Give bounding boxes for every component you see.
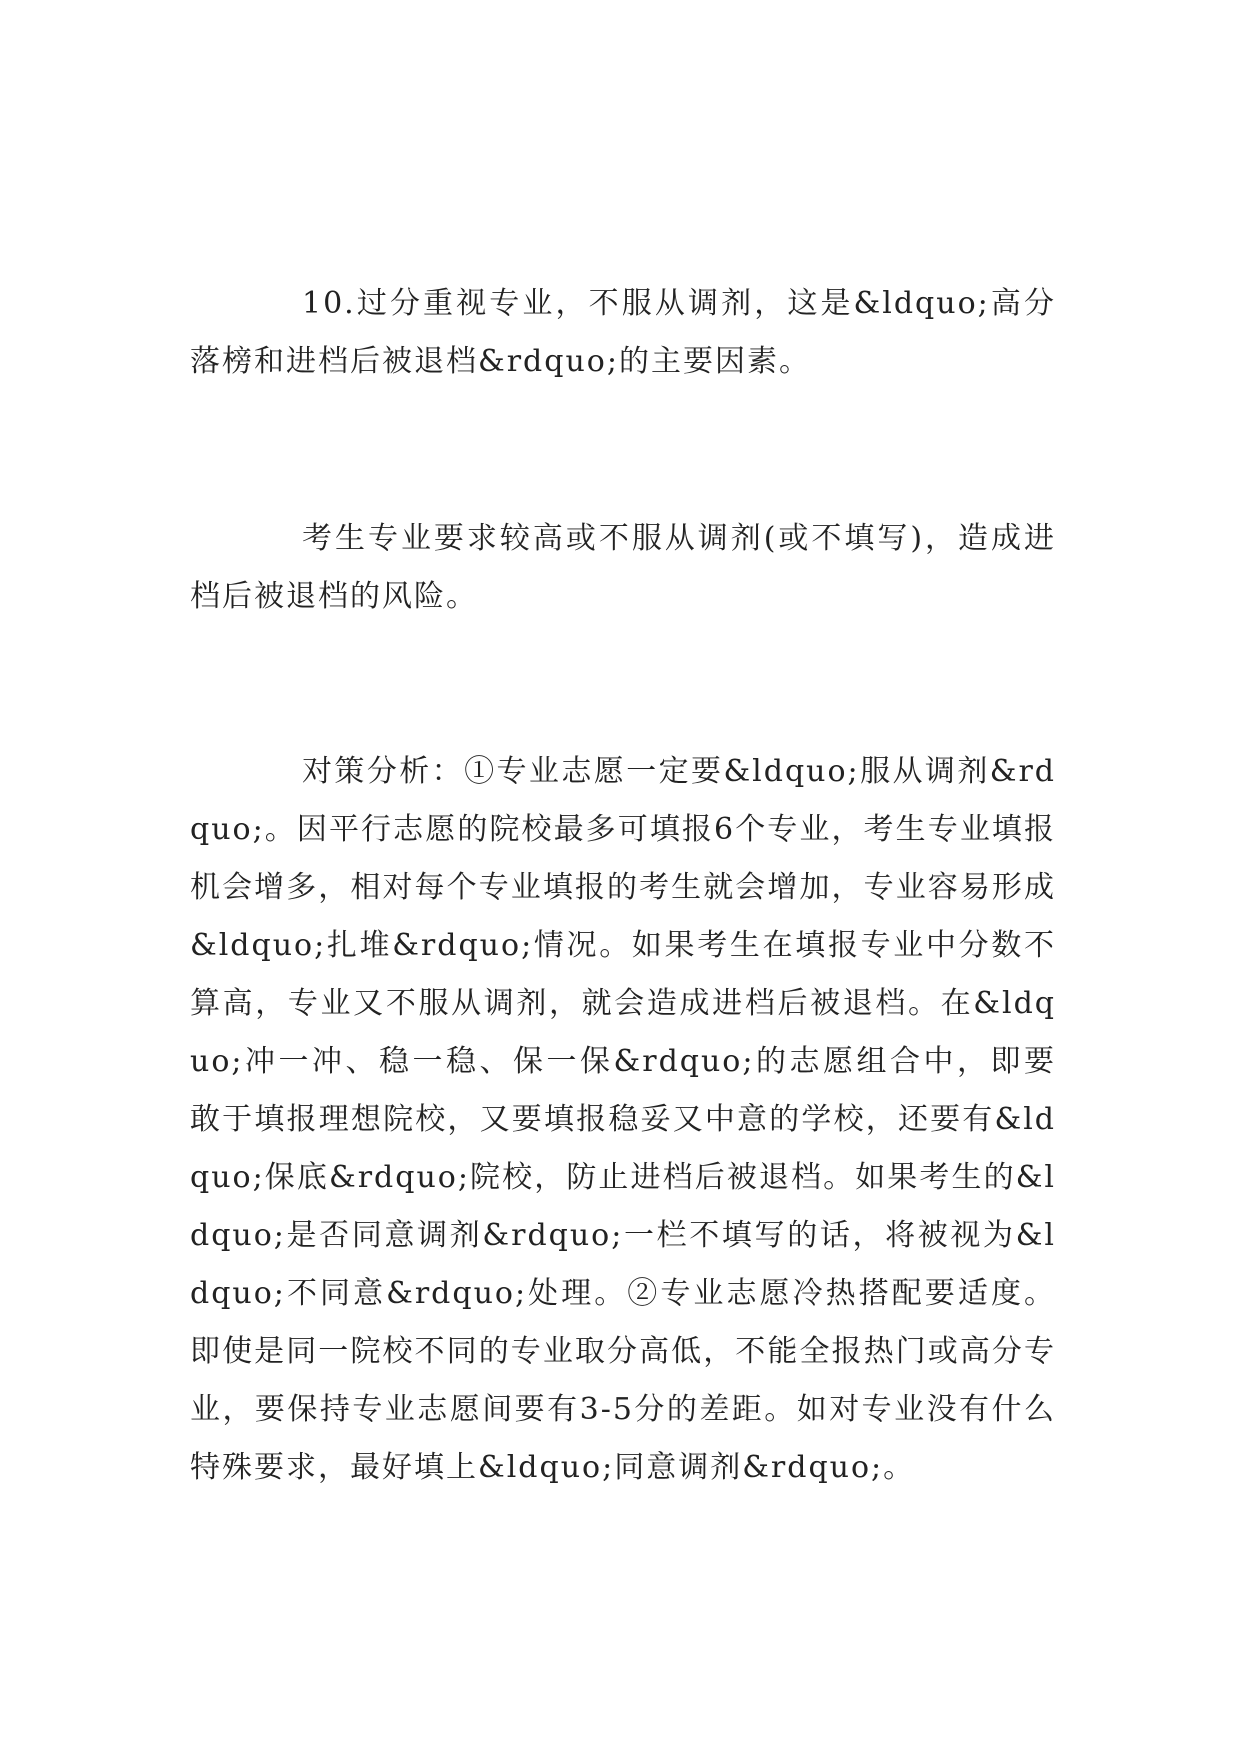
paragraph-2: 考生专业要求较高或不服从调剂(或不填写)，造成进档后被退档的风险。 [190, 521, 1056, 614]
paragraph-1: 10.过分重视专业，不服从调剂，这是&ldquo;高分落榜和进档后被退档&rdquo;的主要因素。 [190, 286, 1056, 379]
paragraph-3: 对策分析：①专业志愿一定要&ldquo;服从调剂&rdquo;。因平行志愿的院校最多可填报6个专业，考生专业填报机会增多，相对每个专业填报的考生就会增加，专业容易形成&ldquo;扎堆&rdquo;情况。如果考生在填报专业中分数不算高，专业又不服从调剂，就会造成进档后被退档。在&ldquo;冲一冲、稳一稳、保一保&rdquo;的志愿组合中，即要敢于填报理想院校，又要填报稳妥又中意的学校，还要有&ldquo;保底&rdquo;院校，防止进档后被退档。如果考生的&ldquo;是否同意调剂&rdquo;一栏不填写的话，将被视为&ldquo;不同意&rdquo;处理。②专业志愿冷热搭配要适度。即使是同一院校不同的专业取分高低，不能全报热门或高分专业，要保持专业志愿间要有3-5分的差距。如对专业没有什么特殊要求，最好填上&ldquo;同意调剂&rdquo;。 [190, 754, 1056, 1485]
